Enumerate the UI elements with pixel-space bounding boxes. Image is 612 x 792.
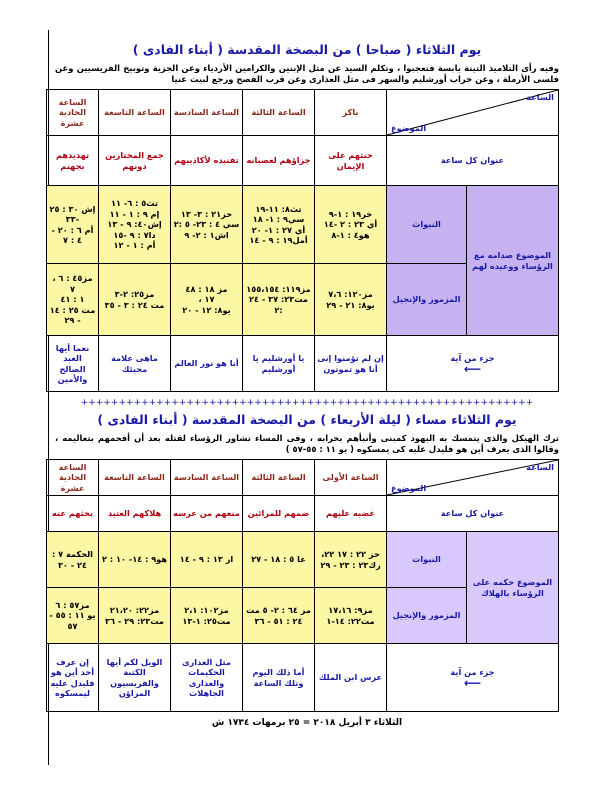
hour-header: الساعة الأولى <box>315 460 387 496</box>
hour-title: هلاكهم العتيد <box>99 496 171 532</box>
hour-header: الساعة الثالثة <box>243 460 315 496</box>
psalm-cell: مز٤٥ : ٦ ، ٧ ١ : ٤١ مت ٢٥ : ١٤ - ٢٩ <box>47 264 99 336</box>
prophecy-label: النبوات <box>387 532 467 588</box>
section2-paragraph: ترك الهيكل والذى يتمسك به اليهود كمبنى وأنبأهم بخرابه ، وفى المساء تشاور الرؤساء لقتله بعد أن أفحمهم بتعاليمه ، وقالوا الذى يعرف أين هو فليدل عليه كى يمسكوه ( يو ١١ : ٥٥-٥٧ ) <box>55 433 559 454</box>
verse-cell: إن عرف أحد أين هو فليدل عليه ليمسكوه <box>47 644 99 712</box>
hour-title: غضبه عليهم <box>315 496 387 532</box>
hour-title: بحثهم عنه <box>47 496 99 532</box>
prophecy-label: النبوات <box>387 186 467 264</box>
psalm-cell: مز٩: ١٧،١٦ مت٢٢: ١٤-١ <box>315 588 387 644</box>
verse-cell: أنا هو نور العالم <box>171 336 243 392</box>
page <box>48 30 565 765</box>
hour-title: تفنيده لأكاذيبهم <box>171 136 243 186</box>
hour-header: الساعة التاسعة <box>99 90 171 136</box>
corner-cell <box>387 90 559 136</box>
group-label: الموضوع حكمه على الرؤساء بالهلاك <box>467 532 559 644</box>
prophecy-cell: ار ١٣ : ٩ - ١٤ <box>171 532 243 588</box>
hour-header: باكر <box>315 90 387 136</box>
row-title-label: عنوان كل ساعة <box>387 136 559 186</box>
psalm-cell: مز١١٩: ١٥٥،١٥٤ مت٢٣: ٣٧ - ٢٤ :٢ <box>243 264 315 336</box>
psalm-cell: مز١٢٠: ٧،٦ يو٨: ٢١ - ٢٩ <box>315 264 387 336</box>
verse-cell: مثل العذارى الحكيمات والعذارى الجاهلات <box>171 644 243 712</box>
prophecy-cell: هو٩ : ١٤- ١٠ : ٢ <box>99 532 171 588</box>
psalm-cell: مز ١٨ : ٤٨ ١٧ ، يو٨: ١٢ - ٢٠ <box>171 264 243 336</box>
hour-title: تهديدهم بجهنم <box>47 136 99 186</box>
corner-hour-label: الساعة <box>526 92 554 102</box>
psalm-cell: مز٢٢: ٢١،٢٠ مت٢٣: ٢٩ - ٣٦ <box>99 588 171 644</box>
prophecy-cell: تث٥ : ٦- ١١ إم ٩ : ١ - ١١ إش٤٠: ٩ - ١٣ دا٧ : ٩ -١٥ أم : ١ - ١٢ <box>99 186 171 264</box>
verse-cell: عرس ابن الملك <box>315 644 387 712</box>
corner-cell <box>387 460 559 496</box>
corner-topic-label: الموضوع <box>391 482 427 493</box>
separator: ++++++++++++++++++++++++++++++++++++++++++++++++++++++++++++ <box>80 398 534 408</box>
verse-cell: ماهى علامة مجيئك <box>99 336 171 392</box>
verse-cell: نعما أيها العبد الصالح والأمين <box>47 336 99 392</box>
hour-title: جزاؤهم لعصيانه <box>243 136 315 186</box>
verse-label: جزء من آية <box>450 667 495 677</box>
prophecy-cell: إش ٣٠ : ٢٥ -٣٣ أم ٦ : ٢٠ - ٤ : ٧ <box>47 186 99 264</box>
hour-header: الساعة الحادية عشرة <box>47 460 99 496</box>
footer-date: الثلاثاء ٣ أبريل ٢٠١٨ = ٢٥ برمهات ١٧٣٤ ش <box>211 718 403 728</box>
hour-title: منعهم من عرسه <box>171 496 243 532</box>
verse-label-cell <box>387 644 559 712</box>
psalm-cell: مز٥٧ : ٦ يو ١١ : ٥٥ - ٥٧ <box>47 588 99 644</box>
verse-label: جزء من آية <box>450 353 495 363</box>
hour-header: الساعة التاسعة <box>99 460 171 496</box>
psalm-cell: مز ٦٤ : ٢- ٥ مت ٢٤ : ٥١ - ٣٦ <box>243 588 315 644</box>
section1-table <box>46 89 559 392</box>
row-title-label: عنوان كل ساعة <box>387 496 559 532</box>
verse-cell: إن لم تؤمنوا إنى أنا هو تموتون <box>315 336 387 392</box>
section1-title: يوم الثلاثاء ( صباحا ) من البصخة المقدسة ( أبناء الفادى ) <box>132 42 482 57</box>
verse-label-cell <box>387 336 559 392</box>
section1-paragraph: وفيه رأى التلاميذ التينة يابسة فتعجبوا ، وتكلم السيد عن مثل الإبنين والكرامين الأردياء وعن الجزية وتوبيخ الفريسيين وعن فلسى الأرملة ، وعن خراب أورشليم والسهر فى مثل العذارى وعن قرب الفصح ورجع لبيت عنيا <box>55 63 559 84</box>
hour-header: الساعة الحادية عشرة <box>47 90 99 136</box>
prophecy-cell: عا ٥ : ١٨ - ٢٧ <box>243 532 315 588</box>
prophecy-cell: حز٢١ : ٣- ١٣ سي ٤ : ٢٣- ٥ :٢ اش١ : ٢- ٩ <box>171 186 243 264</box>
prophecy-cell: حز ٢٢ : ١٧ ٢٢، زك٢٣ : ٢٣ - ٢٩ <box>315 532 387 588</box>
corner-hour-label: الساعة <box>526 462 554 472</box>
psalm-label: المزمور والإنجيل <box>387 264 467 336</box>
verse-cell: الويل لكم أيها الكتبة والفريسيون المراؤن <box>99 644 171 712</box>
section2-table <box>46 459 559 712</box>
hour-title: جمع المختارين دونهم <box>99 136 171 186</box>
prophecy-cell: الحكمة ٧ : ٢٤ - ٣٠ <box>47 532 99 588</box>
hour-title: حنثهم على الإيمان <box>315 136 387 186</box>
left-arrow-icon: ⟵ <box>463 361 482 376</box>
section2-title: يوم الثلاثاء مساء ( ليلة الأربعاء ) من البصخة المقدسة ( أبناء الفادى ) <box>97 412 517 427</box>
prophecy-cell: خر١٩ : ١-٩ أي ٢٣ : ٢ -١٤ هو٤ : ١-٨ <box>315 186 387 264</box>
psalm-cell: مز٢٥: ٢-٣ مت ٢٤ : ٣ - ٣٥ <box>99 264 171 336</box>
left-arrow-icon: ⟵ <box>463 675 482 690</box>
verse-cell: يا أورشليم يا أورشليم <box>243 336 315 392</box>
hour-header: الساعة السادسة <box>171 460 243 496</box>
hour-title: ضمهم للمرائين <box>243 496 315 532</box>
hour-header: الساعة الثالثة <box>243 90 315 136</box>
prophecy-cell: تث٨: ١١-١٩ سي٩ : ١- ١٨ أي ٢٧ : ١- ٢٠ أمل١٩ : ٩ - ١٤ <box>243 186 315 264</box>
psalm-cell: مز١٠٢: ٢،١ مت٢٥: ١-١٣ <box>171 588 243 644</box>
verse-cell: أما ذلك اليوم وتلك الساعة <box>243 644 315 712</box>
hour-header: الساعة السادسة <box>171 90 243 136</box>
psalm-label: المزمور والإنجيل <box>387 588 467 644</box>
corner-topic-label: الموضوع <box>391 122 427 133</box>
group-label: الموضوع صدامه مع الرؤساء ووعيده لهم <box>467 186 559 336</box>
